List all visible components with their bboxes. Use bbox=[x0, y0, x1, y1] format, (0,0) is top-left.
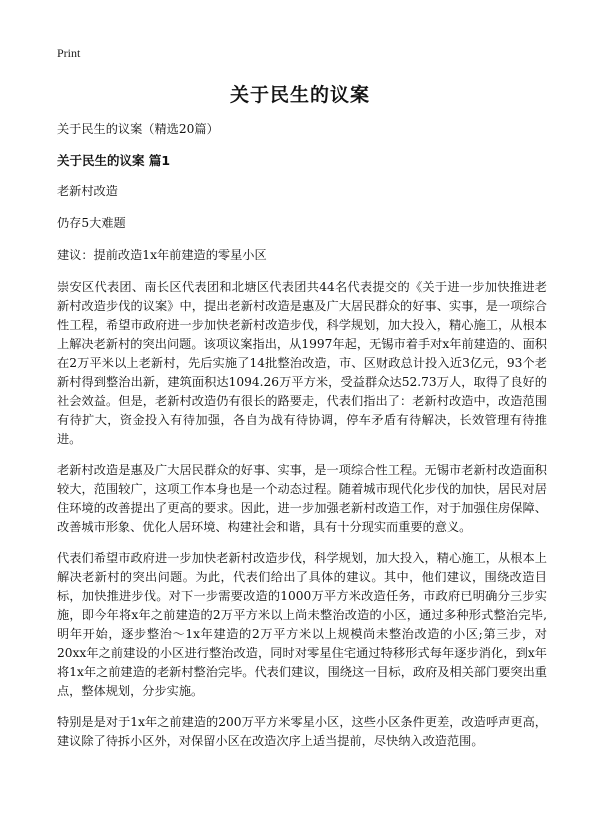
text-line: 仍存5大难题 bbox=[57, 216, 126, 230]
section-heading: 关于民生的议案 篇1 bbox=[57, 153, 171, 168]
print-link[interactable]: Print bbox=[57, 46, 81, 60]
document-subtitle: 关于民生的议案（精选20篇） bbox=[57, 122, 219, 136]
body-paragraph: 特别是是对于1x年之前建造的200万平方米零星小区，这些小区条件更差，改造呼声更高，建议除了待拆小区外，对保留小区在改造次序上适当提前，尽快纳入改造范围。 bbox=[57, 715, 547, 748]
body-paragraph: 老新村改造是惠及广大居民群众的好事、实事，是一项综合性工程。无锡市老新村改造面积较大，范围较广，这项工作本身也是一个动态过程。随着城市现代化步伐的加快，居民对居住环境的改善提出了更高的要求。因此，进一步加强老新村改造工作，对于加强住房保障、改善城市形象、优化人居环境、构建社会和谐，具有十分现实而重要的意义。 bbox=[57, 463, 547, 534]
text-line: 老新村改造 bbox=[57, 184, 118, 198]
body-paragraph: 代表们希望市政府进一步加快老新村改造步伐，科学规划，加大投入，精心施工，从根本上解决老新村的突出问题。为此，代表们给出了具体的建议。其中，他们建议，围绕改造目标，加快推进步伐。对下一步需要改造的1000万平方米改造任务，市政府已明确分三步实施，即今年将x年之前建造的2万平方米以上尚未整治改造的小区，通过多种形式整治完毕,明年开始，逐步整治～1x年建造的2万平方米以上规模尚未整治改造的小区;第三步，对20xx年之前建设的小区进行整治改造，同时对零星住宅通过特移形式每年逐步消化，到x年将1x年之前建造的老新村整治完毕。代表们建议，围绕这一目标，政府及相关部门要突出重点，整体规划，分步实施。 bbox=[57, 551, 547, 698]
page-title: 关于民生的议案 bbox=[229, 84, 370, 106]
body-paragraph: 崇安区代表团、南长区代表团和北塘区代表团共44名代表提交的《关于进一步加快推进老新村改造步伐的议案》中，提出老新村改造是惠及广大居民群众的好事、实事，是一项综合性工程，希望市政府进一步加快老新村改造步伐，科学规划，加大投入，精心施工，从根本上解决老新村的突出问题。该项议案指出，从1997年起，无锡市着手对x年前建造的、面积在2万平米以上老新村，先后实施了14批整治改造，市、区财政总计投入近3亿元，93个老新村得到整治出新，建筑面积达1094.26万平方米，受益群众达52.73万人，取得了良好的社会效益。但是，老新村改造仍有很长的路要走，代表们指出了：老新村改造中，改造范围有待扩大，资金投入有待加强，各自为战有待协调，停车矛盾有待解决，长效管理有待推进。 bbox=[57, 280, 547, 446]
document-body bbox=[57, 120, 547, 763]
text-line: 建议：提前改造1x年前建造的零星小区 bbox=[57, 248, 267, 262]
